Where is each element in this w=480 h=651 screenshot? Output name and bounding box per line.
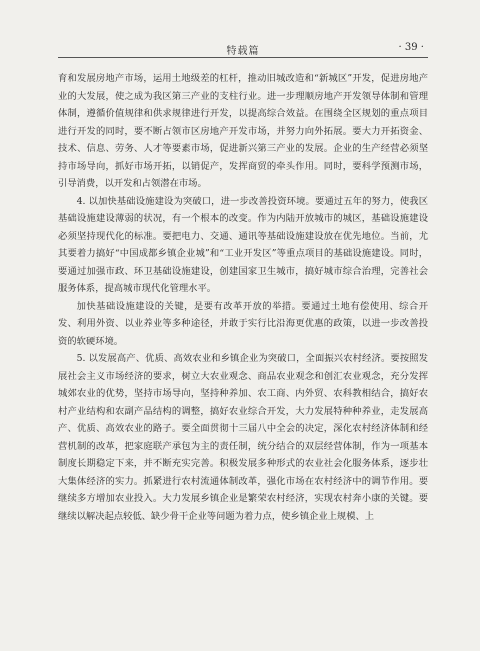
paragraph: 5. 以发展高产、优质、高效农业和乡镇企业为突破口，全面振兴农村经济。要按照发展社会主义市场经济的要求，树立大农业观念、商品农业观念和创汇农业观念，充分发挥城郊农业的优势，坚持市场导向，坚持种养加、农工商、内外贸、农科教相结合，搞好农村产业结构和农副产品结构的调整，搞好农业综合开发，大力发展特种种养业，走发展高产、优质、高效农业的路子。要全面贯彻十三届八中全会的决定，深化农村经济体制和经营机制的改革，把家庭联产承包为主的责任制，统分结合的双层经营体制，作为一项基本制度长期稳定下来，并不断充实完善。积极发展多种形式的农业社会化服务体系，逐步壮大集体经济的实力。抓紧进行农村流通体制改革，强化市场在农村经济中的调节作用。要继续多方增加农业投入。大力发展乡镇企业是繁荣农村经济，实现农村奔小康的关键。要继续以解决起点较低、缺少骨干企业等问题为着力点，使乡镇企业上规模、上 [58, 353, 428, 522]
section-title: 特载篇 [226, 46, 260, 57]
paragraph: 加快基础设施建设的关键，是要有改革开放的举措。要通过土地有偿使用、综合开发、利用外资、以业养业等多种途径，并敢于实行比沿海更优惠的政策，以进一步改善投资的软硬环境。 [58, 300, 428, 347]
paragraph: 4. 以加快基础设施建设为突破口，进一步改善投资环境。要通过五年的努力，使我区基础设施建设薄弱的状况，有一个根本的改变。作为内陆开放城市的城区，基础设施建设必须坚持现代化的标准。要把电力、交通、通讯等基础设施建设放在优先地位。当前，尤其要着力搞好“中国成都乡镇企业城”和“工业开发区”等重点项目的基础设施建设。同时，要通过加强市政、环卫基础设施建设，创建国家卫生城市，搞好城市综合治理，完善社会服务体系，提高城市现代化管理水平。 [58, 195, 428, 294]
running-header [58, 41, 428, 58]
body-text [58, 70, 428, 525]
paragraph: 育和发展房地产市场，运用土地级差的杠杆，推动旧城改造和“新城区”开发，促进房地产业的大发展，使之成为我区第三产业的支柱行业。进一步理顺房地产开发领导体制和管理体制，遵循价值规律和供求规律进行开发，以提高综合效益。在围绕全区规划的重点项目进行开发的同时，要不断占领市区房地产开发市场，并努力向外拓展。要大力开拓资金、技术、信息、劳务、人才等要素市场，促进新兴第三产业的发展。企业的生产经营必须坚持市场导向，抓好市场开拓，以销促产，发挥商贸的牵头作用。同时，要科学预测市场，引导消费，以开发和占领潜在市场。 [58, 73, 428, 189]
page-number: · 39 · [398, 42, 424, 53]
